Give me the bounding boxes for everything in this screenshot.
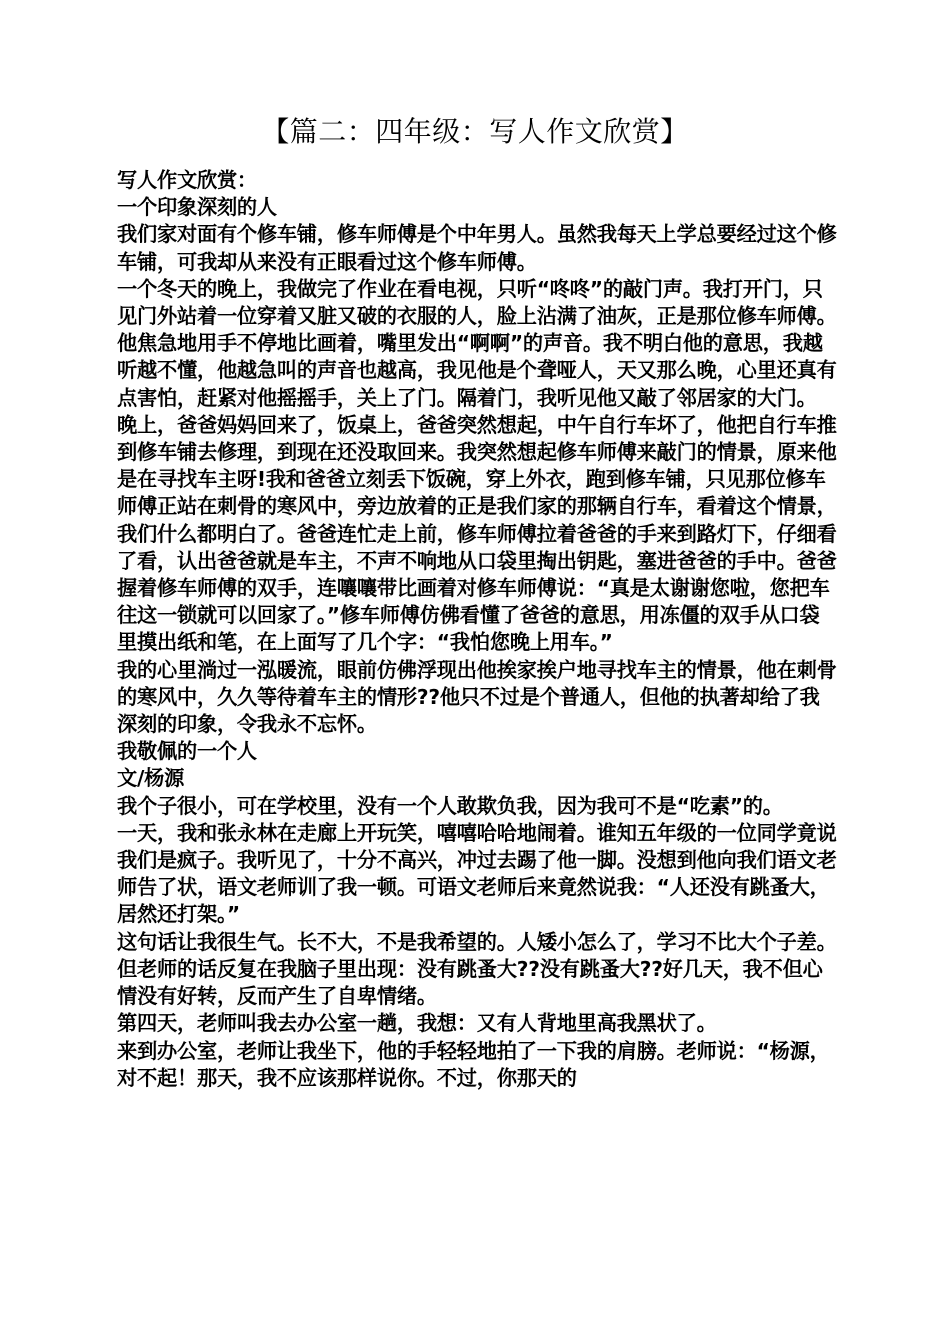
paragraph: 我的心里淌过一泓暖流，眼前仿佛浮现出他挨家挨户地寻找车主的情景，他在刺骨的寒风中，久久等待着车主的情形??他只不过是个普通人，但他的执著却给了我深刻的印象，令我永不忘怀。 — [117, 657, 837, 737]
section-heading: 写人作文欣赏： — [117, 168, 257, 192]
paragraph: 我个子很小，可在学校里，没有一个人敢欺负我，因为我可不是“吃素”的。 — [117, 793, 783, 818]
paragraph: 一个冬天的晚上，我做完了作业在看电视，只听“咚咚”的敲门声。我打开门，只见门外站着一位穿着又脏又破的衣服的人，脸上沾满了油灰，正是那位修车师傅。他焦急地用手不停地比画着，嘴里发出“啊啊”的声音。我不明白他的意思，我越听越不懂，他越急叫的声音也越高，我见他是个聋哑人，天又那么晚，心里还真有点害怕，赶紧对他摇摇手，关上了门。隔着门，我听见他又敲了邻居家的大门。 — [117, 276, 837, 410]
essay-title: 一个印象深刻的人 — [117, 195, 277, 220]
paragraph: 这句话让我很生气。长不大，不是我希望的。人矮小怎么了，学习不比大个子差。但老师的话反复在我脑子里出现：没有跳蚤大??没有跳蚤大??好几天，我不但心情没有好转，反而产生了自卑情绪。 — [117, 929, 837, 1009]
paragraph: 来到办公室，老师让我坐下，他的手轻轻地拍了一下我的肩膀。老师说：“杨源，对不起！那天，我不应该那样说你。不过，你那天的 — [117, 1038, 830, 1090]
paragraph: 晚上，爸爸妈妈回来了，饭桌上，爸爸突然想起，中午自行车坏了，他把自行车推到修车铺去修理，到现在还没取回来。我突然想起修车师傅来敲门的情景，原来他是在寻找车主呀!我和爸爸立刻丢下饭碗，穿上外衣，跑到修车铺，只见那位修车师傅正站在刺骨的寒风中，旁边放着的正是我们家的那辆自行车，看着这个情景，我们什么都明白了。爸爸连忙走上前，修车师傅拉着爸爸的手来到路灯下，仔细看了看，认出爸爸就是车主，不声不响地从口袋里掏出钥匙，塞进爸爸的手中。爸爸握着修车师傅的双手，连嚷嚷带比画着对修车师傅说：“真是太谢谢您啦，您把车往这一锁就可以回家了。”修车师傅仿佛看懂了爸爸的意思，用冻僵的双手从口袋里摸出纸和笔，在上面写了几个字：“我怕您晚上用车。” — [117, 412, 837, 655]
paragraph: 第四天，老师叫我去办公室一趟，我想：又有人背地里高我黑状了。 — [117, 1011, 717, 1036]
document-title: 【篇二：四年级：写人作文欣赏】 — [261, 115, 689, 148]
document-body — [117, 167, 839, 1092]
essay-author: 文/杨源 — [117, 766, 185, 791]
paragraph: 一天，我和张永林在走廊上开玩笑，嘻嘻哈哈地闹着。谁知五年级的一位同学竟说我们是疯子。我听见了，十分不高兴，冲过去踢了他一脚。没想到他向我们语文老师告了状，语文老师训了我一顿。可语文老师后来竟然说我：“人还没有跳蚤大，居然还打架。” — [117, 820, 837, 927]
paragraph: 我们家对面有个修车铺，修车师傅是个中年男人。虽然我每天上学总要经过这个修车铺，可我却从来没有正眼看过这个修车师傅。 — [117, 222, 837, 274]
essay-title: 我敬佩的一个人 — [117, 739, 257, 764]
